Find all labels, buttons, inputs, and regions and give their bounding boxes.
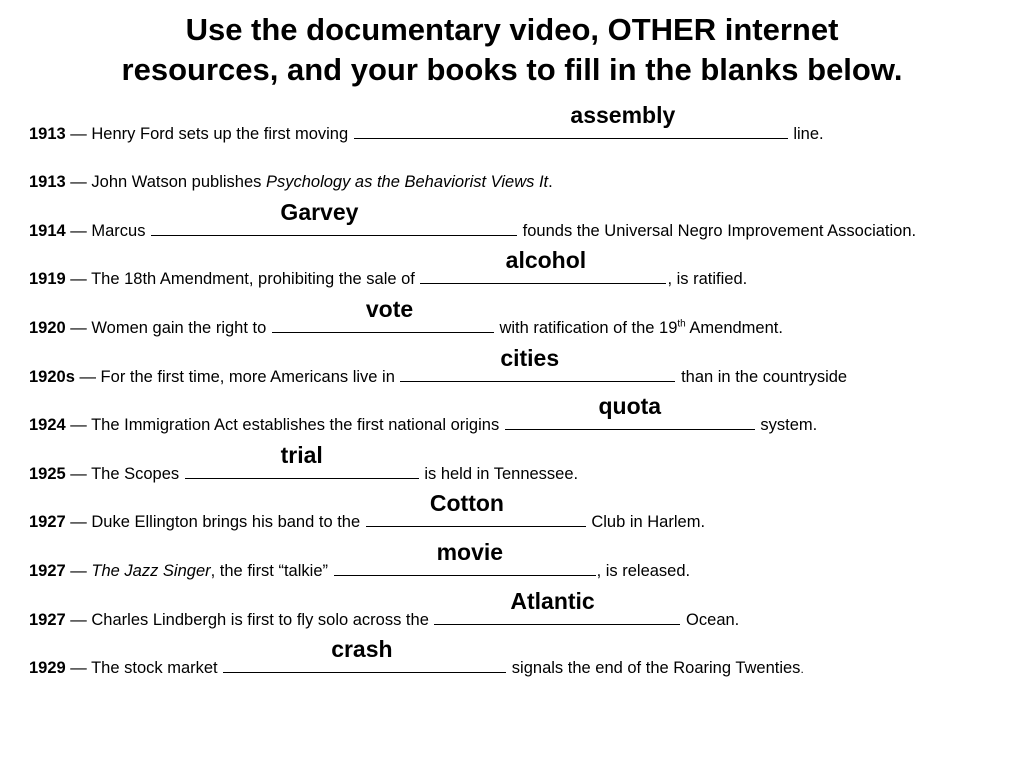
answer-text: Atlantic <box>510 588 595 614</box>
item-year: 1925 <box>29 465 66 483</box>
item-text: , is released. <box>596 562 691 580</box>
item-year: 1913 <box>29 173 66 191</box>
item-text: founds the Universal Negro Improvement Association. <box>518 222 917 240</box>
timeline-item <box>29 296 783 338</box>
item-text-end: . <box>800 662 804 676</box>
item-year: 1914 <box>29 222 66 240</box>
timeline-item <box>29 172 553 192</box>
blank-field[interactable] <box>420 247 666 284</box>
item-text: system. <box>755 416 818 434</box>
item-year: 1927 <box>29 562 66 580</box>
title-line-2: resources, and your books to fill in the blanks below. <box>121 52 903 87</box>
timeline-item <box>29 636 804 679</box>
item-text: — <box>65 562 92 580</box>
timeline-item <box>29 442 579 484</box>
item-text: — The 18th Amendment, prohibiting the sale of <box>65 270 420 288</box>
blank-field[interactable] <box>505 393 755 430</box>
timeline-item <box>29 247 748 289</box>
item-text: line. <box>788 125 824 143</box>
item-year: 1927 <box>29 513 66 531</box>
item-year: 1929 <box>29 659 66 677</box>
item-text: signals the end of the Roaring Twenties <box>507 659 801 677</box>
item-year: 1920s <box>29 368 75 386</box>
item-text: — The stock market <box>65 659 223 677</box>
answer-text: quota <box>598 393 662 419</box>
blank-field[interactable] <box>151 199 517 236</box>
blank-field[interactable] <box>223 636 506 673</box>
item-text: — The Scopes <box>65 465 184 483</box>
item-text: is held in Tennessee. <box>419 465 579 483</box>
item-text: — Women gain the right to <box>65 319 271 337</box>
answer-text: Cotton <box>429 490 504 516</box>
item-text: with ratification of the 19 <box>494 319 678 337</box>
blank-field[interactable] <box>354 102 788 139</box>
item-text: — The Immigration Act establishes the first national origins <box>65 416 504 434</box>
item-text: Amendment. <box>685 319 783 337</box>
ordinal-suffix: th <box>677 318 686 330</box>
item-year: 1913 <box>29 125 66 143</box>
item-text: , is ratified. <box>667 270 748 288</box>
item-year: 1924 <box>29 416 66 434</box>
answer-text: alcohol <box>505 247 587 273</box>
answer-text: assembly <box>570 102 676 128</box>
item-text: — John Watson publishes <box>65 173 266 191</box>
item-text: — Charles Lindbergh is first to fly solo across the <box>65 611 434 629</box>
film-title: The Jazz Singer <box>91 562 211 580</box>
timeline-item <box>29 588 740 630</box>
book-title: Psychology as the Behaviorist Views It <box>265 173 549 191</box>
blank-field[interactable] <box>366 490 586 527</box>
timeline-item <box>29 102 824 144</box>
item-text: Ocean. <box>681 611 740 629</box>
page-title <box>0 10 1024 90</box>
answer-text: vote <box>365 296 414 322</box>
timeline-item <box>29 345 848 387</box>
item-text: — Duke Ellington brings his band to the <box>65 513 365 531</box>
answer-text: movie <box>436 539 504 565</box>
item-text: — For the first time, more Americans live in <box>74 368 400 386</box>
item-year: 1920 <box>29 319 66 337</box>
timeline-item <box>29 539 691 581</box>
timeline-item <box>29 490 706 532</box>
item-year: 1919 <box>29 270 66 288</box>
item-text: . <box>548 173 553 191</box>
blank-field[interactable] <box>434 588 680 625</box>
timeline-item <box>29 393 818 435</box>
blank-field[interactable] <box>334 539 596 576</box>
blank-field[interactable] <box>272 296 494 333</box>
answer-text: crash <box>331 636 393 662</box>
item-text: Club in Harlem. <box>586 513 706 531</box>
blank-field[interactable] <box>400 345 675 382</box>
timeline-item <box>29 199 917 241</box>
item-text: than in the countryside <box>676 368 848 386</box>
answer-text: trial <box>280 442 323 468</box>
item-text: , the first “talkie” <box>210 562 333 580</box>
title-line-1: Use the documentary video, OTHER internet <box>185 12 839 47</box>
answer-text: cities <box>500 345 560 371</box>
answer-text: Garvey <box>280 199 359 225</box>
item-text: — Marcus <box>65 222 151 240</box>
blank-field[interactable] <box>185 442 419 479</box>
item-year: 1927 <box>29 611 66 629</box>
item-text: — Henry Ford sets up the first moving <box>65 125 353 143</box>
